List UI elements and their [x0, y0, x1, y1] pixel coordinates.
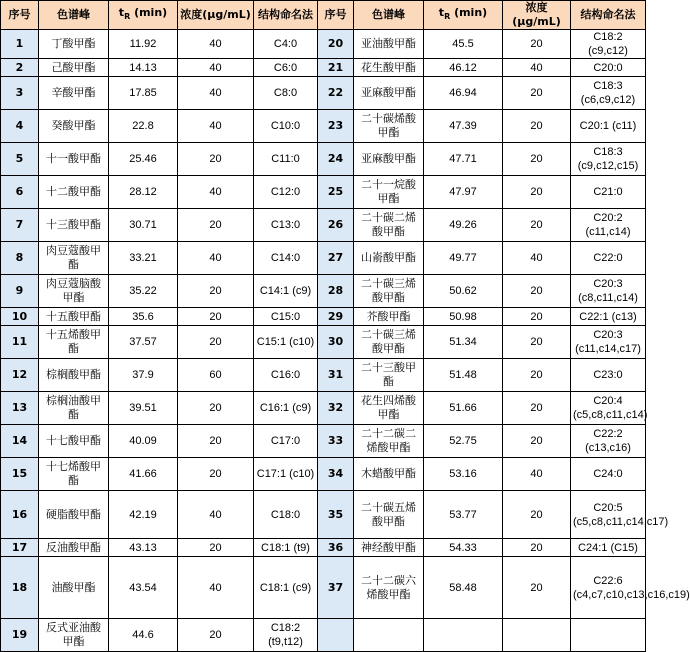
peak-name-cell: 硬脂酸甲酯 — [39, 491, 109, 539]
peak-name-cell: 神经酸甲酯 — [354, 539, 424, 557]
concentration-cell: 40 — [503, 59, 571, 77]
retention-time-cell: 49.26 — [424, 209, 503, 242]
concentration-cell: 20 — [178, 326, 254, 359]
peak-name-cell: 辛酸甲酯 — [39, 77, 109, 110]
peak-name-cell: 二十碳五烯酸甲酯 — [354, 491, 424, 539]
peak-name-cell: 二十碳二烯酸甲酯 — [354, 209, 424, 242]
peak-name-cell: 二十三酸甲酯 — [354, 359, 424, 392]
concentration-cell: 40 — [503, 458, 571, 491]
table-row — [1, 619, 646, 652]
retention-time-cell: 35.6 — [109, 308, 178, 326]
concentration-cell: 20 — [503, 491, 571, 539]
retention-time-cell: 33.21 — [109, 242, 178, 275]
retention-time-cell: 50.62 — [424, 275, 503, 308]
table-row — [1, 359, 646, 392]
retention-time-cell: 30.71 — [109, 209, 178, 242]
structure-cell — [571, 619, 646, 652]
peak-name-cell: 十二酸甲酯 — [39, 176, 109, 209]
structure-cell: C11:0 — [254, 143, 318, 176]
retention-time-cell: 53.77 — [424, 491, 503, 539]
header-retention-time: $t_R$ (min) — [424, 1, 503, 30]
concentration-cell: 40 — [178, 491, 254, 539]
table-row — [1, 59, 646, 77]
concentration-cell: 20 — [178, 425, 254, 458]
peak-name-cell: 二十碳三烯酸甲酯 — [354, 275, 424, 308]
index-cell: 1 — [1, 30, 39, 59]
index-cell: 36 — [318, 539, 354, 557]
structure-cell: C18:2 (c9,c12) — [571, 30, 646, 59]
concentration-cell: 20 — [178, 458, 254, 491]
index-cell: 28 — [318, 275, 354, 308]
retention-time-cell: 40.09 — [109, 425, 178, 458]
concentration-cell: 20 — [503, 359, 571, 392]
index-cell: 14 — [1, 425, 39, 458]
retention-time-cell: 46.12 — [424, 59, 503, 77]
concentration-cell: 40 — [178, 59, 254, 77]
index-cell: 4 — [1, 110, 39, 143]
peak-name-cell: 肉豆蔻酸甲酯 — [39, 242, 109, 275]
index-cell: 19 — [1, 619, 39, 652]
concentration-cell: 20 — [503, 275, 571, 308]
structure-cell: C20:5 (c5,c8,c11,c14,c17) — [571, 491, 646, 539]
concentration-cell: 40 — [178, 77, 254, 110]
concentration-cell — [503, 619, 571, 652]
retention-time-cell: 54.33 — [424, 539, 503, 557]
peak-name-cell: 丁酸甲酯 — [39, 30, 109, 59]
peak-name-cell: 二十碳烯酸甲酯 — [354, 110, 424, 143]
retention-time-cell: 35.22 — [109, 275, 178, 308]
structure-cell: C18:0 — [254, 491, 318, 539]
table-row — [1, 30, 646, 59]
concentration-cell: 20 — [503, 176, 571, 209]
table-row — [1, 539, 646, 557]
index-cell: 18 — [1, 557, 39, 619]
peak-name-cell: 十七烯酸甲酯 — [39, 458, 109, 491]
table-row — [1, 176, 646, 209]
index-cell: 20 — [318, 30, 354, 59]
structure-cell: C20:2 (c11,c14) — [571, 209, 646, 242]
index-cell: 22 — [318, 77, 354, 110]
peak-name-cell: 肉豆蔻脑酸甲酯 — [39, 275, 109, 308]
concentration-cell: 20 — [178, 308, 254, 326]
structure-cell: C16:1 (c9) — [254, 392, 318, 425]
structure-cell: C22:2 (c13,c16) — [571, 425, 646, 458]
peak-name-cell: 十七酸甲酯 — [39, 425, 109, 458]
retention-time-cell: 45.5 — [424, 30, 503, 59]
index-cell: 13 — [1, 392, 39, 425]
concentration-cell: 40 — [178, 30, 254, 59]
header-concentration: 浓度(µg/mL) — [178, 1, 254, 30]
index-cell: 16 — [1, 491, 39, 539]
index-cell: 37 — [318, 557, 354, 619]
concentration-cell: 20 — [178, 619, 254, 652]
structure-cell: C14:1 (c9) — [254, 275, 318, 308]
header-concentration: 浓度(µg/mL) — [503, 1, 571, 30]
concentration-cell: 20 — [503, 326, 571, 359]
peak-name-cell: 二十一烷酸甲酯 — [354, 176, 424, 209]
retention-time-cell: 50.98 — [424, 308, 503, 326]
header-structure: 结构命名法 — [254, 1, 318, 30]
retention-time-cell: 51.34 — [424, 326, 503, 359]
retention-time-cell: 39.51 — [109, 392, 178, 425]
header-index: 序号 — [1, 1, 39, 30]
index-cell: 9 — [1, 275, 39, 308]
concentration-cell: 40 — [178, 176, 254, 209]
structure-cell: C20:3 (c8,c11,c14) — [571, 275, 646, 308]
peak-name-cell: 十三酸甲酯 — [39, 209, 109, 242]
peak-name-cell: 亚麻酸甲酯 — [354, 143, 424, 176]
structure-cell: C10:0 — [254, 110, 318, 143]
structure-cell: C15:0 — [254, 308, 318, 326]
structure-cell: C22:6 (c4,c7,c10,c13,c16,c19) — [571, 557, 646, 619]
concentration-cell: 40 — [503, 242, 571, 275]
header-index: 序号 — [318, 1, 354, 30]
table-row — [1, 143, 646, 176]
table-row — [1, 326, 646, 359]
concentration-cell: 20 — [503, 557, 571, 619]
concentration-cell: 20 — [178, 392, 254, 425]
retention-time-cell: 51.48 — [424, 359, 503, 392]
index-cell: 6 — [1, 176, 39, 209]
structure-cell: C17:1 (c10) — [254, 458, 318, 491]
index-cell: 32 — [318, 392, 354, 425]
structure-cell: C17:0 — [254, 425, 318, 458]
header-row — [1, 1, 646, 30]
peak-name-cell: 十五烯酸甲酯 — [39, 326, 109, 359]
concentration-cell: 20 — [503, 308, 571, 326]
index-cell: 12 — [1, 359, 39, 392]
retention-time-cell: 41.66 — [109, 458, 178, 491]
structure-cell: C24:1 (C15) — [571, 539, 646, 557]
index-cell: 35 — [318, 491, 354, 539]
retention-time-cell: 22.8 — [109, 110, 178, 143]
peak-name-cell: 十一酸甲酯 — [39, 143, 109, 176]
structure-cell: C21:0 — [571, 176, 646, 209]
table-row — [1, 392, 646, 425]
structure-cell: C20:0 — [571, 59, 646, 77]
structure-cell: C18:2 (t9,t12) — [254, 619, 318, 652]
peak-name-cell: 山嵛酸甲酯 — [354, 242, 424, 275]
table-row — [1, 209, 646, 242]
structure-cell: C6:0 — [254, 59, 318, 77]
structure-cell: C22:0 — [571, 242, 646, 275]
peak-name-cell: 棕榈油酸甲酯 — [39, 392, 109, 425]
structure-cell: C15:1 (c10) — [254, 326, 318, 359]
structure-cell: C8:0 — [254, 77, 318, 110]
index-cell: 5 — [1, 143, 39, 176]
table-row — [1, 110, 646, 143]
header-structure: 结构命名法 — [571, 1, 646, 30]
index-cell: 10 — [1, 308, 39, 326]
table-row — [1, 77, 646, 110]
peak-name-cell: 反式亚油酸甲酯 — [39, 619, 109, 652]
structure-cell: C20:3 (c11,c14,c17) — [571, 326, 646, 359]
index-cell: 3 — [1, 77, 39, 110]
peak-name-cell: 十五酸甲酯 — [39, 308, 109, 326]
index-cell: 27 — [318, 242, 354, 275]
structure-cell: C22:1 (c13) — [571, 308, 646, 326]
header-retention-time: $t_R$ (min) — [109, 1, 178, 30]
peak-name-cell: 棕榈酸甲酯 — [39, 359, 109, 392]
peak-name-cell: 亚油酸甲酯 — [354, 30, 424, 59]
concentration-cell: 20 — [503, 539, 571, 557]
index-cell: 24 — [318, 143, 354, 176]
peak-name-cell: 二十碳三烯酸甲酯 — [354, 326, 424, 359]
retention-time-cell: 17.85 — [109, 77, 178, 110]
peak-name-cell: 木蜡酸甲酯 — [354, 458, 424, 491]
header-peak-name: 色谱峰 — [354, 1, 424, 30]
index-cell: 15 — [1, 458, 39, 491]
concentration-cell: 20 — [178, 143, 254, 176]
index-cell: 29 — [318, 308, 354, 326]
concentration-cell: 20 — [178, 275, 254, 308]
index-cell: 8 — [1, 242, 39, 275]
retention-time-cell: 52.75 — [424, 425, 503, 458]
table-body — [1, 30, 690, 652]
index-cell — [318, 619, 354, 652]
index-cell: 31 — [318, 359, 354, 392]
structure-cell: C13:0 — [254, 209, 318, 242]
table-row — [1, 557, 646, 619]
peak-name-cell: 癸酸甲酯 — [39, 110, 109, 143]
structure-cell: C20:4 (c5,c8,c11,c14) — [571, 392, 646, 425]
index-cell: 21 — [318, 59, 354, 77]
retention-time-cell: 47.71 — [424, 143, 503, 176]
peak-name-cell: 二十二碳六烯酸甲酯 — [354, 557, 424, 619]
retention-time-cell: 47.39 — [424, 110, 503, 143]
index-cell: 17 — [1, 539, 39, 557]
retention-time-cell: 37.9 — [109, 359, 178, 392]
concentration-cell: 20 — [503, 143, 571, 176]
structure-cell: C18:1 (c9) — [254, 557, 318, 619]
peak-name-cell: 芥酸甲酯 — [354, 308, 424, 326]
retention-time-cell: 43.54 — [109, 557, 178, 619]
peak-name-cell: 亚麻酸甲酯 — [354, 77, 424, 110]
index-cell: 23 — [318, 110, 354, 143]
structure-cell: C18:3 (c9,c12,c15) — [571, 143, 646, 176]
concentration-cell: 60 — [178, 359, 254, 392]
structure-cell: C24:0 — [571, 458, 646, 491]
structure-cell: C16:0 — [254, 359, 318, 392]
concentration-cell: 40 — [178, 110, 254, 143]
index-cell: 2 — [1, 59, 39, 77]
concentration-cell: 40 — [178, 242, 254, 275]
peak-name-cell: 反油酸甲酯 — [39, 539, 109, 557]
index-cell: 7 — [1, 209, 39, 242]
retention-time-cell: 11.92 — [109, 30, 178, 59]
structure-cell: C18:3 (c6,c9,c12) — [571, 77, 646, 110]
concentration-cell: 20 — [178, 209, 254, 242]
retention-time-cell: 53.16 — [424, 458, 503, 491]
peak-name-cell: 花生四烯酸甲酯 — [354, 392, 424, 425]
index-cell: 11 — [1, 326, 39, 359]
peak-name-cell — [354, 619, 424, 652]
peak-name-cell: 己酸甲酯 — [39, 59, 109, 77]
table-row — [1, 275, 646, 308]
peak-name-cell: 花生酸甲酯 — [354, 59, 424, 77]
index-cell: 33 — [318, 425, 354, 458]
index-cell: 34 — [318, 458, 354, 491]
index-cell: 30 — [318, 326, 354, 359]
retention-time-cell: 51.66 — [424, 392, 503, 425]
table-row — [1, 425, 646, 458]
concentration-cell: 20 — [503, 110, 571, 143]
structure-cell: C20:1 (c11) — [571, 110, 646, 143]
structure-cell: C14:0 — [254, 242, 318, 275]
retention-time-cell: 43.13 — [109, 539, 178, 557]
retention-time-cell: 44.6 — [109, 619, 178, 652]
table-row — [1, 308, 646, 326]
concentration-cell: 40 — [178, 557, 254, 619]
structure-cell: C23:0 — [571, 359, 646, 392]
table-row — [1, 242, 646, 275]
structure-cell: C4:0 — [254, 30, 318, 59]
index-cell: 25 — [318, 176, 354, 209]
retention-time-cell: 47.97 — [424, 176, 503, 209]
concentration-cell: 20 — [503, 392, 571, 425]
structure-cell: C18:1 (t9) — [254, 539, 318, 557]
peak-name-cell: 油酸甲酯 — [39, 557, 109, 619]
concentration-cell: 20 — [503, 425, 571, 458]
retention-time-cell: 49.77 — [424, 242, 503, 275]
retention-time-cell: 28.12 — [109, 176, 178, 209]
retention-time-cell: 58.48 — [424, 557, 503, 619]
index-cell: 26 — [318, 209, 354, 242]
concentration-cell: 20 — [503, 209, 571, 242]
retention-time-cell: 25.46 — [109, 143, 178, 176]
retention-time-cell — [424, 619, 503, 652]
concentration-cell: 20 — [503, 77, 571, 110]
table-row — [1, 491, 646, 539]
concentration-cell: 20 — [178, 539, 254, 557]
header-peak-name: 色谱峰 — [39, 1, 109, 30]
peak-name-cell: 二十二碳二烯酸甲酯 — [354, 425, 424, 458]
retention-time-cell: 42.19 — [109, 491, 178, 539]
table-row — [1, 458, 646, 491]
structure-cell: C12:0 — [254, 176, 318, 209]
concentration-cell: 20 — [503, 30, 571, 59]
retention-time-cell: 37.57 — [109, 326, 178, 359]
retention-time-cell: 46.94 — [424, 77, 503, 110]
retention-time-cell: 14.13 — [109, 59, 178, 77]
